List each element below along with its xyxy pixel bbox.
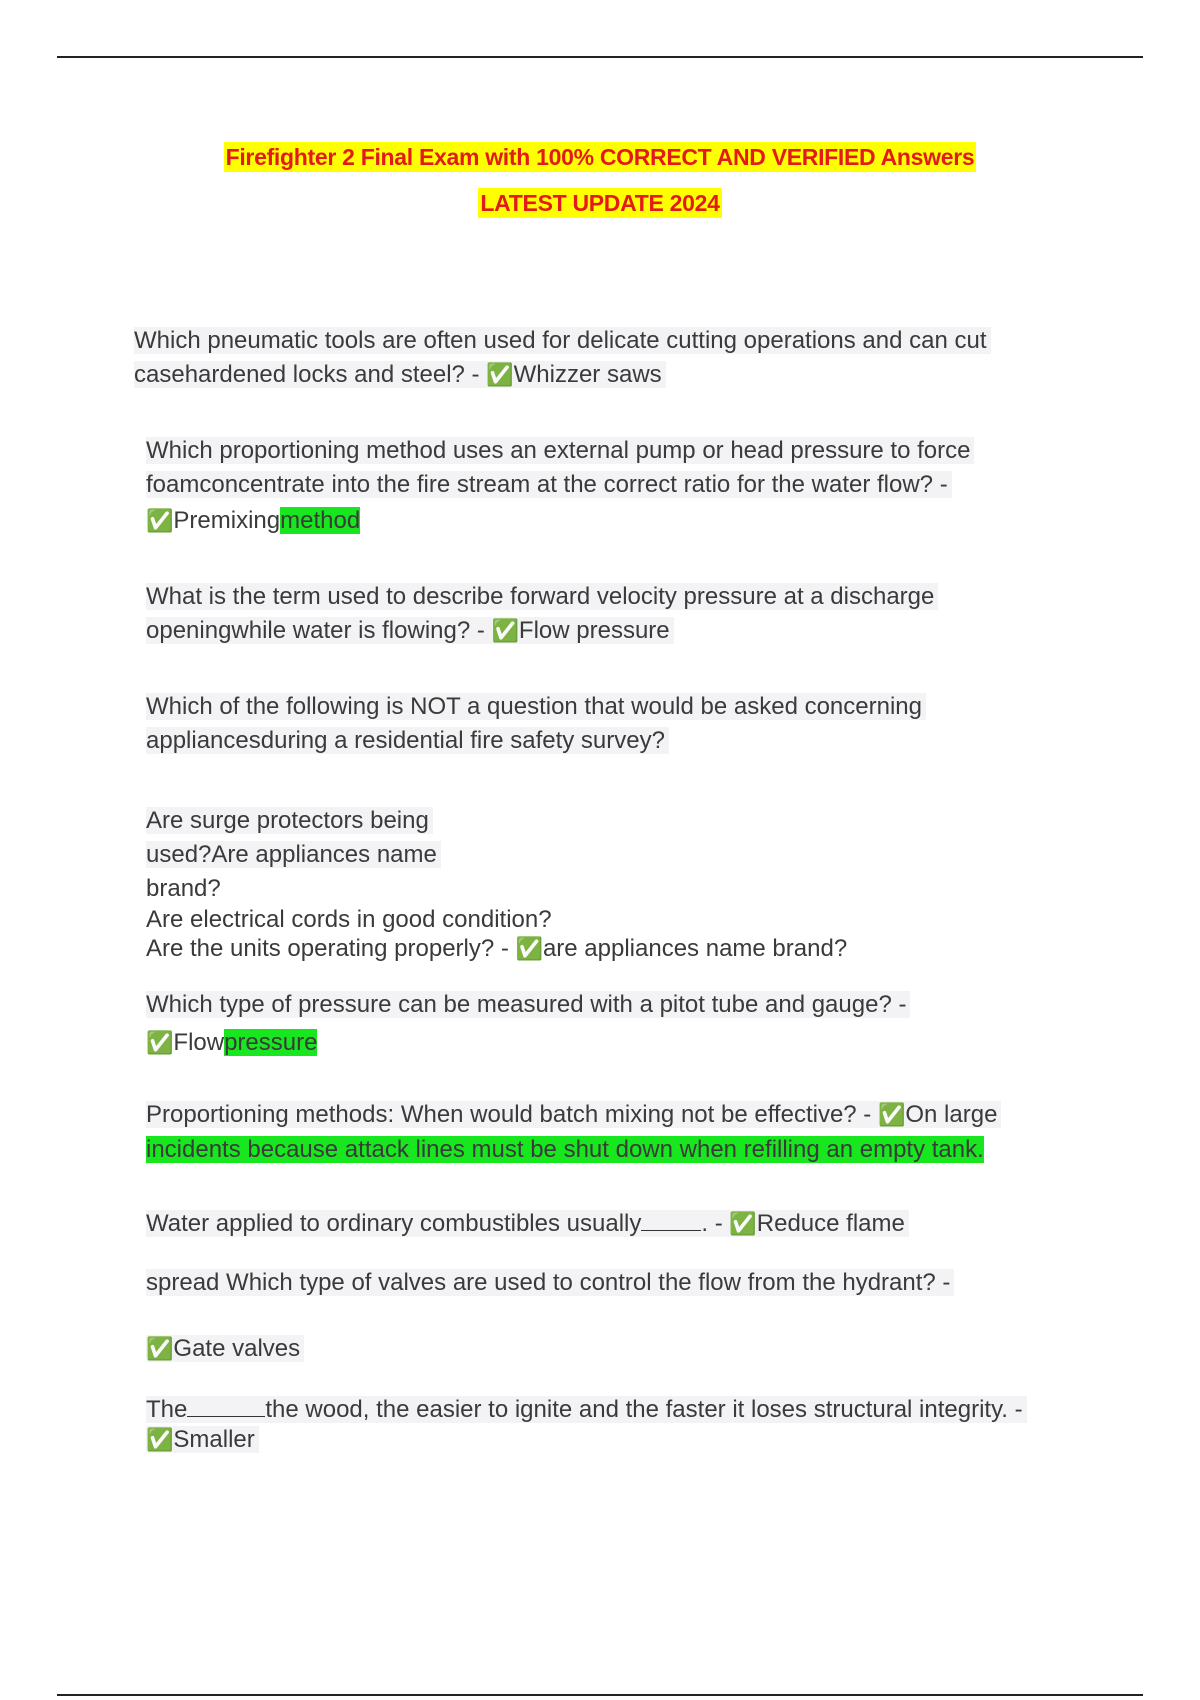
- check-icon: ✅: [486, 363, 514, 388]
- fill-in-blank: [187, 1392, 265, 1417]
- check-icon: ✅: [515, 937, 543, 962]
- q4-option-5: Are the units operating properly? -: [146, 935, 516, 962]
- valves-answer: [146, 1332, 304, 1367]
- q4-option-3: brand?: [146, 875, 221, 902]
- check-icon: ✅: [146, 1337, 174, 1362]
- check-icon: ✅: [146, 1031, 174, 1056]
- check-icon: ✅: [729, 1212, 757, 1237]
- q3-answer: Flow pressure: [518, 617, 670, 644]
- q5-text-line1: Which type of pressure can be measured with a pitot tube and gauge? -: [146, 991, 910, 1018]
- title-line-1: [0, 140, 1200, 174]
- document-title: Firefighter 2 Final Exam with 100% CORRECT AND VERIFIED Answers: [225, 144, 975, 170]
- question-7-continued: [146, 1266, 954, 1300]
- q8-valves-question: Which type of valves are used to control the flow from the hydrant? -: [219, 1269, 951, 1296]
- question-4: [146, 690, 926, 758]
- title-line-2: [0, 186, 1200, 220]
- question-4-options: [146, 804, 847, 965]
- question-8: [146, 1392, 1027, 1456]
- question-5: [146, 988, 910, 1061]
- q5-answer-b-highlight: pressure: [224, 1029, 318, 1056]
- question-6: [146, 1098, 1001, 1167]
- q1-text-line1: Which pneumatic tools are often used for delicate cutting operations and can cut: [134, 327, 991, 354]
- q3-text-line2: openingwhile water is flowing? -: [146, 617, 492, 644]
- q2-answer-b-highlight: method: [280, 507, 361, 534]
- q4-option-2: used?Are appliances name: [146, 841, 441, 868]
- q2-answer-a: Premixing: [173, 507, 281, 534]
- question-1: [134, 324, 991, 393]
- q8-text-a: The: [146, 1396, 188, 1423]
- q4-answer: are appliances name brand?: [542, 935, 848, 962]
- q7-answer-a: Reduce flame: [756, 1210, 905, 1237]
- q8-text-b: the wood, the easier to ignite and the faster it loses structural integrity. -: [265, 1396, 1023, 1423]
- q7-text-a: Water applied to ordinary combustibles usually: [146, 1210, 642, 1237]
- document-subtitle: LATEST UPDATE 2024: [480, 190, 720, 216]
- valves-answer-text: Gate valves: [173, 1335, 301, 1362]
- check-icon: ✅: [146, 509, 174, 534]
- q3-text-line1: What is the term used to describe forward velocity pressure at a discharge: [146, 583, 938, 610]
- question-3: [146, 580, 938, 649]
- question-7: [146, 1206, 909, 1242]
- fill-in-blank: [641, 1206, 701, 1231]
- check-icon: ✅: [877, 1103, 906, 1128]
- check-icon: ✅: [491, 619, 519, 644]
- q4-text-line1: Which of the following is NOT a question that would be asked concerning: [146, 693, 926, 720]
- q4-text-line2: appliancesduring a residential fire safety survey?: [146, 727, 669, 754]
- top-rule: [57, 56, 1143, 58]
- check-icon: ✅: [146, 1428, 174, 1453]
- q5-answer-a: Flow: [173, 1029, 225, 1056]
- q8-answer: Smaller: [173, 1426, 255, 1453]
- q2-text-line2: foamconcentrate into the fire stream at the correct ratio for the water flow? -: [146, 471, 952, 498]
- bottom-rule: [57, 1694, 1143, 1696]
- q6-answer-b-highlight: incidents because attack lines must be shut down when refilling an empty tank.: [146, 1136, 984, 1163]
- q6-answer-a: On large: [905, 1101, 998, 1128]
- q4-option-4: Are electrical cords in good condition?: [146, 906, 552, 933]
- q7-answer-b: spread: [146, 1269, 220, 1296]
- question-2: [146, 434, 974, 539]
- q2-text-line1: Which proportioning method uses an external pump or head pressure to force: [146, 437, 974, 464]
- q7-text-b: . -: [701, 1210, 730, 1237]
- q1-text-line2: casehardened locks and steel? -: [134, 361, 487, 388]
- q1-answer: Whizzer saws: [513, 361, 662, 388]
- q6-text-line1: Proportioning methods: When would batch mixing not be effective? -: [146, 1101, 878, 1128]
- q4-option-1: Are surge protectors being: [146, 807, 433, 834]
